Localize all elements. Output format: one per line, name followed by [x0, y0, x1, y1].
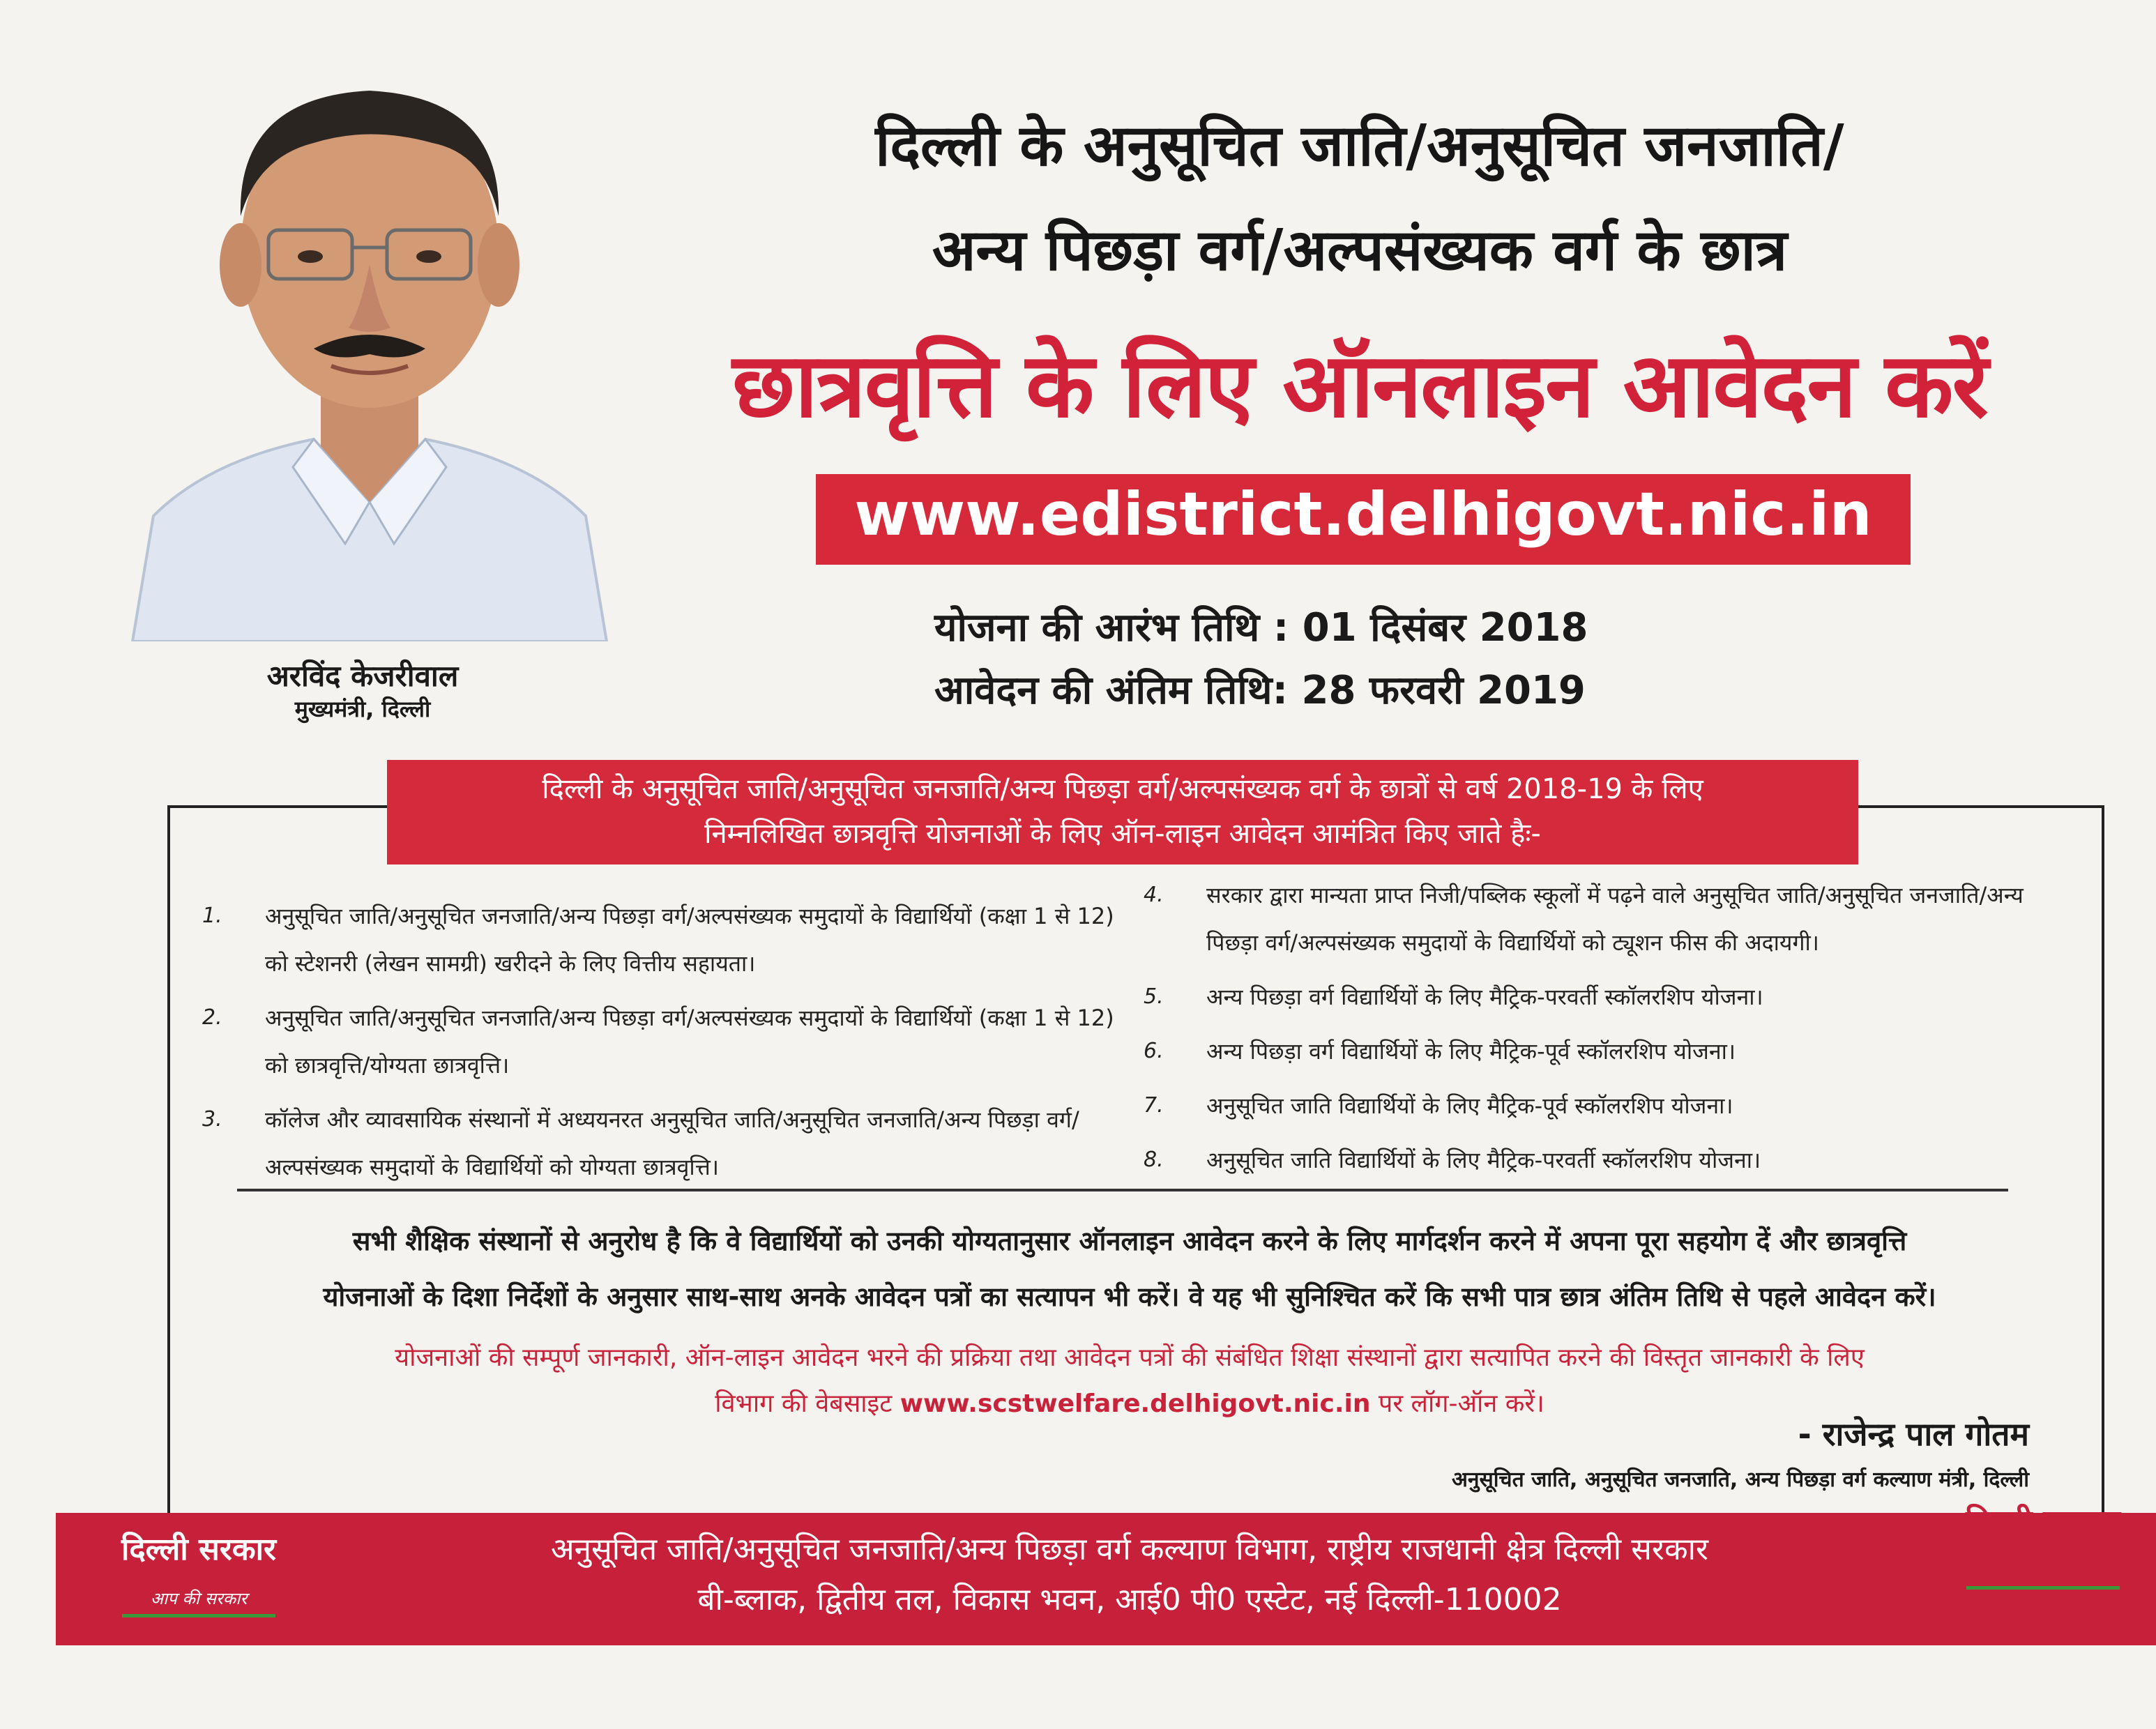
item-text: सरकार द्वारा मान्यता प्राप्त निजी/पब्लिक स्कूलों में पढ़ने वाले अनुसूचित जाति/अनुसूचित जनजाति/अन्य पिछड़ा वर्ग/अल्पसंख्यक समुदायों के विद्यार्थियों को ट्यूशन फीस की अदायगी।: [1206, 882, 2024, 956]
scheme-list-left: [202, 892, 1130, 1198]
list-item: [1144, 871, 2071, 966]
chief-minister-photo: [105, 14, 635, 641]
department-name: अनुसूचित जाति/अनुसूचित जनजाति/अन्य पिछड़ा वर्ग कल्याण विभाग, राष्ट्रीय राजधानी क्षेत्र दिल्ली सरकार: [551, 1532, 1708, 1567]
delhi-sarkar-logo-left: [84, 1527, 314, 1631]
info-suffix: पर लॉग-ऑन करें।: [1378, 1389, 1544, 1418]
application-last-date: आवेदन की अंतिम तिथि: 28 फरवरी 2019: [934, 668, 1586, 713]
list-item: [1144, 1136, 2071, 1184]
institution-notice: [230, 1213, 2029, 1325]
item-number: 6.: [1144, 1039, 1164, 1063]
item-text: अन्य पिछड़ा वर्ग विद्यार्थियों के लिए मैट्रिक-पूर्व स्कॉलरशिप योजना।: [1206, 1038, 1736, 1065]
chief-minister-name: अरविंद केजरीवाल: [266, 659, 459, 693]
minister-name: - राजेन्द्र पाल गोतम: [1798, 1415, 2029, 1453]
item-text: अनुसूचित जाति/अनुसूचित जनजाति/अन्य पिछड़ा वर्ग/अल्पसंख्यक समुदायों के विद्यार्थियों (कक्षा 1 से 12) को छात्रवृत्ति/योग्यता छात्रवृत्ति।: [265, 1005, 1114, 1079]
swoosh-icon: [1966, 1586, 2120, 1590]
item-number: 2.: [202, 1005, 222, 1030]
invitation-line-1: दिल्ली के अनुसूचित जाति/अनुसूचित जनजाति/अन्य पिछड़ा वर्ग/अल्पसंख्यक वर्ग के छात्रों से वर्ष 2018-19 के लिए: [542, 773, 1703, 805]
list-item: [1144, 973, 2071, 1021]
list-item: [1144, 1028, 2071, 1075]
logo-text: दिल्ली सरकार: [121, 1532, 277, 1567]
item-text: अनुसूचित जाति/अनुसूचित जनजाति/अन्य पिछड़ा वर्ग/अल्पसंख्यक समुदायों के विद्यार्थियों (कक्षा 1 से 12) को स्टेशनरी (लेखन सामग्री) खरीदने के लिए वित्तीय सहायता।: [265, 903, 1114, 977]
headline-main: छात्रवृत्ति के लिए ऑनलाइन आवेदन करें: [732, 334, 1987, 438]
item-text: अनुसूचित जाति विद्यार्थियों के लिए मैट्रिक-पूर्व स्कॉलरशिप योजना।: [1206, 1092, 1733, 1119]
minister-title: अनुसूचित जाति, अनुसूचित जनजाति, अन्य पिछड़ा वर्ग कल्याण मंत्री, दिल्ली: [1451, 1468, 2029, 1492]
chief-minister-title: मुख्यमंत्री, दिल्ली: [294, 696, 431, 722]
notice-line-1: सभी शैक्षिक संस्थानों से अनुरोध है कि वे विद्यार्थियों को उनकी योग्यतानुसार ऑनलाइन आवेदन करने के लिए मार्गदर्शन करने में अपना पूरा सहयोग दें और छात्रवृत्ति: [352, 1226, 1907, 1256]
scheme-start-date: योजना की आरंभ तिथि : 01 दिसंबर 2018: [934, 605, 1588, 650]
item-number: 7.: [1144, 1093, 1164, 1118]
item-text: अन्य पिछड़ा वर्ग विद्यार्थियों के लिए मैट्रिक-परवर्ती स्कॉलरशिप योजना।: [1206, 984, 1763, 1010]
invitation-line-2: निम्नलिखित छात्रवृत्ति योजनाओं के लिए ऑन-लाइन आवेदन आमंत्रित किए जाते हैः-: [704, 818, 1541, 850]
department-address: बी-ब्लाक, द्वितीय तल, विकास भवन, आई0 पी0 एस्टेट, नई दिल्ली-110002: [697, 1582, 1562, 1617]
logo-tagline: आप की सरकार: [150, 1589, 248, 1608]
scheme-list-right: [1144, 871, 2071, 1191]
headline-line-2: अन्य पिछड़ा वर्ग/अल्पसंख्यक वर्ग के छात्र: [932, 218, 1788, 284]
item-text: अनुसूचित जाति विद्यार्थियों के लिए मैट्रिक-परवर्ती स्कॉलरशिप योजना।: [1206, 1147, 1761, 1173]
logo-text: दिल्ली सरकार: [1965, 1504, 2121, 1539]
swoosh-icon: [122, 1614, 275, 1617]
section-divider: [237, 1189, 2008, 1191]
headline-line-1: दिल्ली के अनुसूचित जाति/अनुसूचित जनजाति/: [875, 113, 1844, 179]
info-prefix: विभाग की वेबसाइट: [715, 1389, 893, 1418]
list-item: [202, 1096, 1130, 1191]
delhi-sarkar-logo-right: [1938, 1499, 2148, 1604]
item-number: 8.: [1144, 1148, 1164, 1172]
item-number: 1.: [202, 904, 222, 928]
list-item: [202, 994, 1130, 1089]
item-number: 4.: [1144, 883, 1164, 907]
notice-line-2: योजनाओं के दिशा निर्देशों के अनुसार साथ-साथ अनके आवेदन पत्रों का सत्यापन भी करें। वे यह भी सुनिश्चित करें कि सभी पात्र छात्र अंतिम तिथि से पहले आवेदन करें।: [323, 1281, 1936, 1312]
item-text: कॉलेज और व्यावसायिक संस्थानों में अध्ययनरत अनुसूचित जाति/अनुसूचित जनजाति/अन्य पिछड़ा वर्ग/अल्पसंख्यक समुदायों के विद्यार्थियों को योग्यता छात्रवृत्ति।: [265, 1106, 1079, 1180]
list-item: [1144, 1082, 2071, 1129]
edistrict-url-link[interactable]: www.edistrict.delhigovt.nic.in: [854, 480, 1872, 549]
item-number: 5.: [1144, 984, 1164, 1009]
logo-tagline: आप की सरकार: [1994, 1561, 2092, 1581]
info-line-1: योजनाओं की सम्पूर्ण जानकारी, ऑन-लाइन आवेदन भरने की प्रक्रिया तथा आवेदन पत्रों की संबंधित शिक्षा संस्थानों द्वारा सत्यापित करने की विस्तृत जानकारी के लिए: [395, 1343, 1865, 1372]
list-item: [202, 892, 1130, 987]
scstwelfare-url-link[interactable]: www.scstwelfare.delhigovt.nic.in: [899, 1389, 1371, 1418]
item-number: 3.: [202, 1107, 222, 1132]
